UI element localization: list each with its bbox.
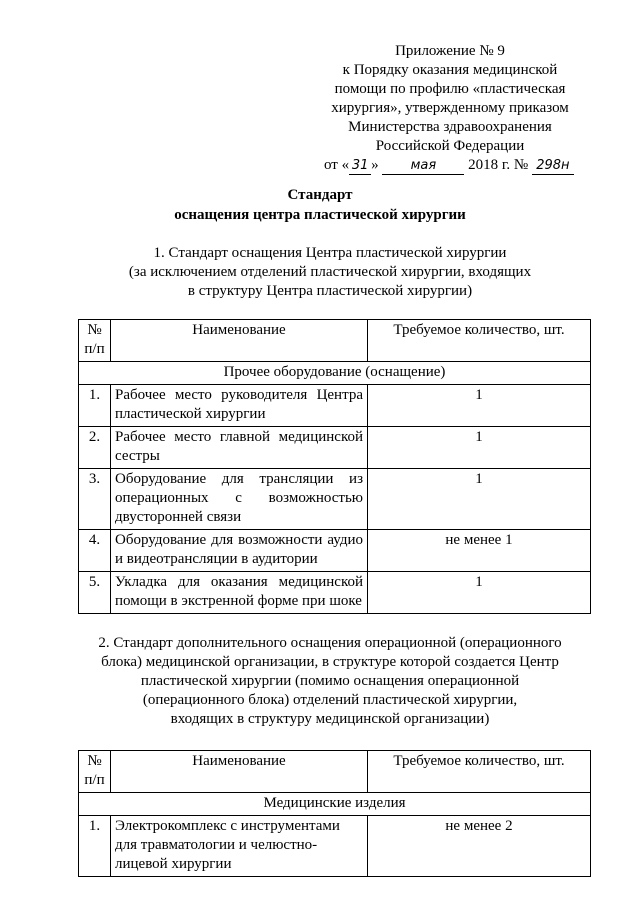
section-1-heading <box>60 244 600 301</box>
row-name: Оборудование для трансляции из операционных с возможностью двусторонней связи <box>111 469 368 530</box>
title-line-1: Стандарт <box>287 187 353 203</box>
heading-line: в структуру Центра пластической хирургии) <box>187 283 473 299</box>
table-row <box>79 469 591 530</box>
heading-line: пластической хирургии (помимо оснащения операционной <box>140 673 520 689</box>
appendix-line: помощи по профилю «пластическая <box>334 81 566 97</box>
heading-line: входящих в структуру медицинской организации) <box>170 711 490 727</box>
column-header-qty: Требуемое количество, шт. <box>368 751 591 793</box>
row-num: 2. <box>79 427 111 469</box>
table-row <box>79 427 591 469</box>
column-header-qty: Требуемое количество, шт. <box>368 320 591 362</box>
row-num: 3. <box>79 469 111 530</box>
row-qty: не менее 1 <box>368 530 591 572</box>
row-qty: 1 <box>368 385 591 427</box>
title-line-2: оснащения центра пластической хирургии <box>174 207 466 223</box>
appendix-line: Приложение № 9 <box>395 43 505 59</box>
group-label: Медицинские изделия <box>79 793 591 816</box>
column-header-name: Наименование <box>111 751 368 793</box>
heading-line: (за исключением отделений пластической хирургии, входящих <box>128 264 532 280</box>
date-mid: » <box>371 157 379 173</box>
row-name: Электрокомплекс с инструментами для травматологии и челюстно-лицевой хирургии <box>111 816 368 877</box>
appendix-line: Министерства здравоохранения <box>348 119 552 135</box>
row-num: 4. <box>79 530 111 572</box>
row-qty: 1 <box>368 572 591 614</box>
table-group-row <box>79 362 591 385</box>
row-name: Оборудование для возможности аудио и видеотрансляции в аудитории <box>111 530 368 572</box>
appendix-line: к Порядку оказания медицинской <box>342 62 558 78</box>
table-row <box>79 530 591 572</box>
heading-line: блока) медицинской организации, в структуре которой создается Центр <box>101 654 559 670</box>
order-date-line <box>300 156 600 175</box>
date-year: 2018 г. № <box>468 157 529 173</box>
row-qty: 1 <box>368 469 591 530</box>
table-group-row <box>79 793 591 816</box>
row-name: Рабочее место руководителя Центра пластической хирургии <box>111 385 368 427</box>
row-qty: 1 <box>368 427 591 469</box>
date-prefix: от « <box>324 157 350 173</box>
table-row <box>79 385 591 427</box>
appendix-line: хирургия», утвержденному приказом <box>331 100 569 116</box>
date-month: мая <box>382 158 464 175</box>
row-num: 5. <box>79 572 111 614</box>
table-row <box>79 572 591 614</box>
section-1-table <box>78 319 591 614</box>
heading-line: 2. Стандарт дополнительного оснащения операционной (операционного <box>98 635 562 651</box>
column-header-num: № п/п <box>79 751 111 793</box>
section-2-table <box>78 750 591 877</box>
table-header-row <box>79 320 591 362</box>
column-header-name: Наименование <box>111 320 368 362</box>
row-name: Рабочее место главной медицинской сестры <box>111 427 368 469</box>
row-num: 1. <box>79 816 111 877</box>
heading-line: 1. Стандарт оснащения Центра пластической хирургии <box>153 245 507 261</box>
row-name: Укладка для оказания медицинской помощи в экстренной форме при шоке <box>111 572 368 614</box>
group-label: Прочее оборудование (оснащение) <box>79 362 591 385</box>
row-qty: не менее 2 <box>368 816 591 877</box>
column-header-num: № п/п <box>79 320 111 362</box>
order-number: 298н <box>532 158 574 175</box>
table-header-row <box>79 751 591 793</box>
section-2-heading <box>60 634 600 729</box>
appendix-block <box>300 42 600 175</box>
date-day: 31 <box>349 158 371 175</box>
appendix-line: Российской Федерации <box>375 138 525 154</box>
heading-line: (операционного блока) отделений пластической хирургии, <box>142 692 518 708</box>
document-title <box>0 186 640 226</box>
table-row <box>79 816 591 877</box>
row-num: 1. <box>79 385 111 427</box>
